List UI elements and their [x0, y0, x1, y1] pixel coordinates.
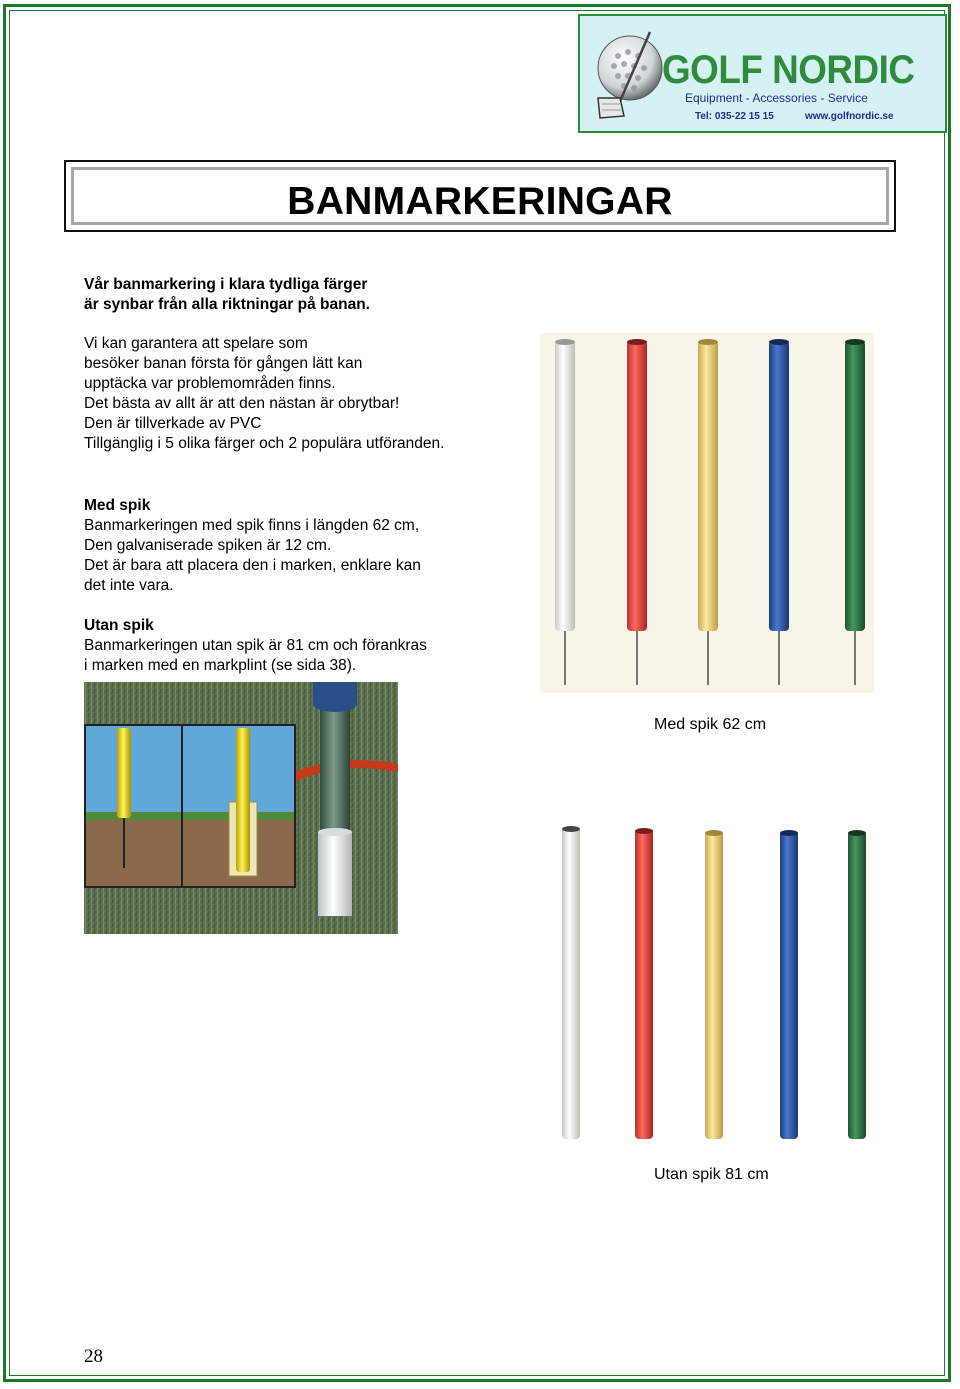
- med-spik-line: Banmarkeringen med spik finns i längden 62 cm,: [84, 517, 420, 534]
- intro-text: [84, 334, 444, 454]
- utan-spik-heading: Utan spik: [84, 617, 154, 634]
- pole-red: [635, 828, 653, 1139]
- pole-yellow: [705, 830, 723, 1139]
- intro-bold-line: är synbar från alla riktningar på banan.: [84, 296, 370, 313]
- intro-line: Det bästa av allt är att den nästan är obrytbar!: [84, 395, 400, 412]
- poles-with-spike-photo: [540, 333, 874, 693]
- intro-line: Vi kan garantera att spelare som: [84, 335, 308, 352]
- page-title: BANMARKERINGAR: [287, 180, 673, 223]
- brand-website: www.golfnordic.se: [805, 111, 894, 122]
- med-spik-section: [84, 496, 421, 596]
- poles-without-spike-photo: [540, 815, 874, 1145]
- intro-line: Den är tillverkade av PVC: [84, 415, 262, 432]
- med-spik-line: det inte vara.: [84, 577, 174, 594]
- pole-green: [848, 830, 866, 1139]
- brand-phone: Tel: 035-22 15 15: [695, 111, 774, 122]
- intro-line: Tillgänglig i 5 olika färger och 2 populära utföranden.: [84, 435, 445, 452]
- utan-spik-line: Banmarkeringen utan spik är 81 cm och förankras: [84, 637, 427, 654]
- intro-line: besöker banan första för gången lätt kan: [84, 355, 363, 372]
- installation-photo: [84, 682, 398, 934]
- pole-yellow: [698, 339, 718, 685]
- caption-with-spike: Med spik 62 cm: [654, 716, 767, 733]
- golf-ball-icon: [590, 28, 670, 123]
- med-spik-line: Den galvaniserade spiken är 12 cm.: [84, 537, 332, 554]
- brand-tagline: Equipment - Accessories - Service: [685, 91, 868, 105]
- poles-with-spike-image: [540, 333, 874, 693]
- pole-blue: [780, 830, 798, 1139]
- caption-without-spike: Utan spik 81 cm: [654, 1166, 769, 1183]
- pole-blue: [769, 339, 789, 685]
- pole-red: [627, 339, 647, 685]
- installation-image: [84, 682, 398, 934]
- pole-white: [555, 339, 575, 685]
- pole-green: [845, 339, 865, 685]
- golf-nordic-logo: [578, 14, 947, 133]
- utan-spik-line: i marken med en markplint (se sida 38).: [84, 657, 357, 674]
- title-banner-inner: [71, 167, 889, 225]
- med-spik-heading: Med spik: [84, 497, 151, 514]
- poles-without-spike-image: [540, 815, 874, 1145]
- brand-name: GOLF NORDIC: [662, 48, 915, 92]
- pole-white: [562, 826, 580, 1139]
- title-banner: [64, 160, 896, 232]
- intro-bold-text: [84, 275, 370, 315]
- intro-bold-line: Vår banmarkering i klara tydliga färger: [84, 276, 368, 293]
- page-number: 28: [84, 1346, 103, 1367]
- med-spik-line: Det är bara att placera den i marken, enklare kan: [84, 557, 421, 574]
- utan-spik-section: [84, 616, 427, 676]
- intro-line: upptäcka var problemområden finns.: [84, 375, 336, 392]
